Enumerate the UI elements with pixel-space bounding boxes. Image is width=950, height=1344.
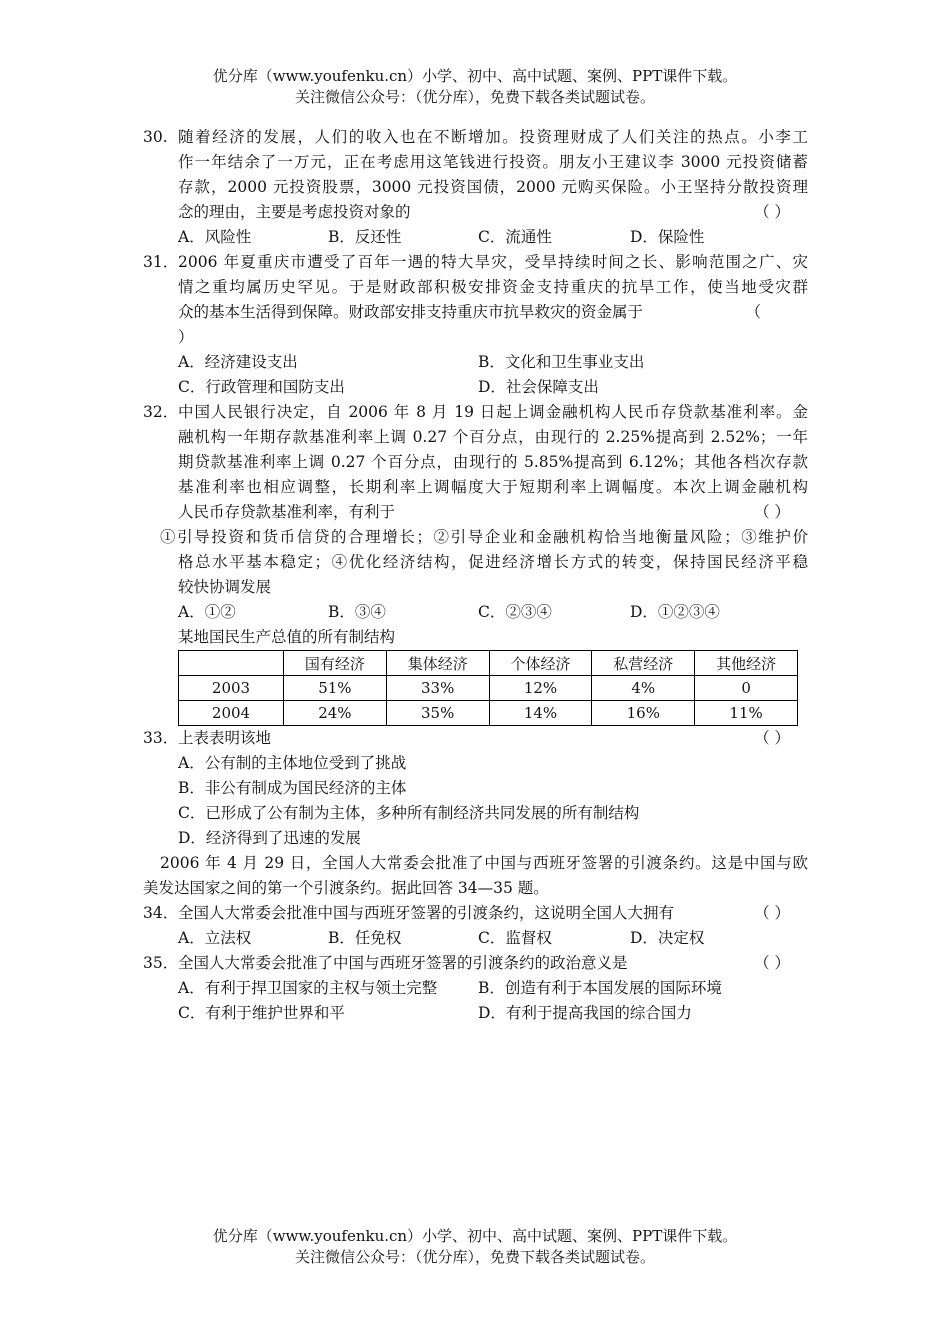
intro-text: 2006 年 4 月 29 日，全国人大常委会批准了中国与西班牙签署的引渡条约。这是中国与欧 <box>160 854 808 872</box>
option-a: A．风险性 <box>178 228 252 246</box>
question-number: 35． <box>143 954 179 972</box>
table-cell: 16% <box>592 701 695 726</box>
table-caption: 某地国民生产总值的所有制结构 <box>178 628 396 646</box>
ownership-table <box>178 650 798 726</box>
table-cell: 0 <box>695 676 798 701</box>
question-text: 融机构一年期存款基准利率上调 0.27 个百分点，由现行的 2.25%提高到 2.52%；一年 <box>178 428 808 446</box>
answer-paren: （ ） <box>754 729 790 747</box>
options-row <box>143 350 808 375</box>
page-footer <box>0 1226 950 1268</box>
header-line-2: 关注微信公众号：（优分库），免费下载各类试题试卷。 <box>294 88 655 106</box>
option-a: A．公有制的主体地位受到了挑战 <box>178 754 407 772</box>
table-cell: 12% <box>489 676 592 701</box>
options-row <box>143 926 808 951</box>
table-header-cell: 私营经济 <box>592 651 695 676</box>
table-header-cell: 集体经济 <box>386 651 489 676</box>
answer-paren-open: （ <box>745 303 761 321</box>
answer-paren-close: ） <box>178 328 194 346</box>
option-d: D．有利于提高我国的综合国力 <box>478 1004 692 1022</box>
table-header-cell: 个体经济 <box>489 651 592 676</box>
question-text: 期贷款基准利率上调 0.27 个百分点，由现行的 5.85%提高到 6.12%；其他各档次存款 <box>178 453 808 471</box>
question-35 <box>143 951 808 1026</box>
option-b: B．非公有制成为国民经济的主体 <box>178 779 407 797</box>
question-text: 中国人民银行决定，自 2006 年 8 月 19 日起上调金融机构人民币存贷款基准利率。金 <box>178 403 808 421</box>
options-row <box>143 1001 808 1026</box>
answer-paren: （ ） <box>754 503 790 521</box>
question-33 <box>143 726 808 851</box>
question-text: 全国人大常委会批准中国与西班牙签署的引渡条约，这说明全国人大拥有 <box>178 904 675 922</box>
option-a: A．立法权 <box>178 929 252 947</box>
option-d: D．社会保障支出 <box>478 378 599 396</box>
statement-text: 格总水平基本稳定；④优化经济结构，促进经济增长方式的转变，保持国民经济平稳 <box>178 553 808 571</box>
option-d: D．经济得到了迅速的发展 <box>178 829 361 847</box>
page-header <box>0 66 950 108</box>
option-c: C．②③④ <box>478 603 552 621</box>
table-row <box>179 701 798 726</box>
option-c: C．行政管理和国防支出 <box>178 378 345 396</box>
table-header-cell: 其他经济 <box>695 651 798 676</box>
option-b: B．文化和卫生事业支出 <box>478 353 645 371</box>
option-d: D．保险性 <box>630 228 705 246</box>
answer-paren: （ ） <box>754 203 790 221</box>
table-cell: 35% <box>386 701 489 726</box>
question-number: 30. <box>143 128 168 146</box>
question-number: 33． <box>143 729 179 747</box>
table-header-cell: 国有经济 <box>284 651 387 676</box>
material-intro <box>143 851 808 901</box>
table-cell: 51% <box>284 676 387 701</box>
question-number: 32． <box>143 403 179 421</box>
table-cell: 4% <box>592 676 695 701</box>
option-c: C．有利于维护世界和平 <box>178 1004 345 1022</box>
option-b: B．创造有利于本国发展的国际环境 <box>478 979 722 997</box>
answer-paren: （ ） <box>754 904 790 922</box>
statement-text: 较快协调发展 <box>178 578 272 596</box>
option-b: B．反还性 <box>328 228 402 246</box>
question-text: 情之重均属历史罕见。于是财政部积极安排资金支持重庆的抗旱工作，使当地受灾群 <box>178 278 808 296</box>
intro-text: 美发达国家之间的第一个引渡条约。据此回答 34—35 题。 <box>143 879 549 897</box>
option-d: D．决定权 <box>630 929 705 947</box>
table-header-cell <box>179 651 284 676</box>
table-cell: 33% <box>386 676 489 701</box>
question-text: 上表表明该地 <box>178 729 272 747</box>
header-line-1: 优分库（www.youfenku.cn）小学、初中、高中试题、案例、PPT课件下载。 <box>212 67 738 85</box>
footer-line-2: 关注微信公众号：（优分库），免费下载各类试题试卷。 <box>294 1248 655 1266</box>
table-cell: 24% <box>284 701 387 726</box>
table-cell: 2003 <box>179 676 284 701</box>
question-text: 基准利率也相应调整，长期利率上调幅度大于短期利率上调幅度。本次上调金融机构 <box>178 478 808 496</box>
option-c: C．监督权 <box>478 929 552 947</box>
question-number: 31． <box>143 253 179 271</box>
question-text: 全国人大常委会批准了中国与西班牙签署的引渡条约的政治意义是 <box>178 954 628 972</box>
question-text: 随着经济的发展，人们的收入也在不断增加。投资理财成了人们关注的热点。小李工 <box>178 128 808 146</box>
question-text: 2006 年夏重庆市遭受了百年一遇的特大旱灾，受旱持续时间之长、影响范围之广、灾 <box>178 253 808 271</box>
footer-line-1: 优分库（www.youfenku.cn）小学、初中、高中试题、案例、PPT课件下载。 <box>212 1227 738 1245</box>
question-text: 念的理由，主要是考虑投资对象的 <box>178 203 411 221</box>
options-row <box>143 225 808 250</box>
options-row <box>143 600 808 625</box>
option-d: D．①②③④ <box>630 603 720 621</box>
table-cell: 2004 <box>179 701 284 726</box>
question-text: 存款，2000 元投资股票，3000 元投资国债，2000 元购买保险。小王坚持分散投资理 <box>178 178 808 196</box>
statement-text: ①引导投资和货币信贷的合理增长；②引导企业和金融机构恰当地衡量风险；③维护价 <box>160 528 808 546</box>
option-b: B．③④ <box>328 603 386 621</box>
options-row <box>143 375 808 400</box>
question-34 <box>143 901 808 951</box>
question-text: 人民币存贷款基准利率，有利于 <box>178 503 396 521</box>
option-a: A．有利于捍卫国家的主权与领土完整 <box>178 979 438 997</box>
question-text: 作一年结余了一万元，正在考虑用这笔钱进行投资。朋友小王建议李 3000 元投资储蓄 <box>178 153 808 171</box>
option-c: C．已形成了公有制为主体，多种所有制经济共同发展的所有制结构 <box>178 804 640 822</box>
option-a: A．①② <box>178 603 236 621</box>
option-c: C．流通性 <box>478 228 552 246</box>
question-30 <box>143 125 808 250</box>
question-number: 34． <box>143 904 179 922</box>
exam-content <box>143 125 808 1026</box>
question-32 <box>143 400 808 625</box>
table-cell: 11% <box>695 701 798 726</box>
question-31 <box>143 250 808 400</box>
option-a: A．经济建设支出 <box>178 353 298 371</box>
option-b: B．任免权 <box>328 929 402 947</box>
options-row <box>143 976 808 1001</box>
table-cell: 14% <box>489 701 592 726</box>
table-header-row <box>179 651 798 676</box>
table-row <box>179 676 798 701</box>
question-text: 众的基本生活得到保障。财政部安排支持重庆市抗旱救灾的资金属于 <box>178 303 644 321</box>
answer-paren: （ ） <box>754 954 790 972</box>
